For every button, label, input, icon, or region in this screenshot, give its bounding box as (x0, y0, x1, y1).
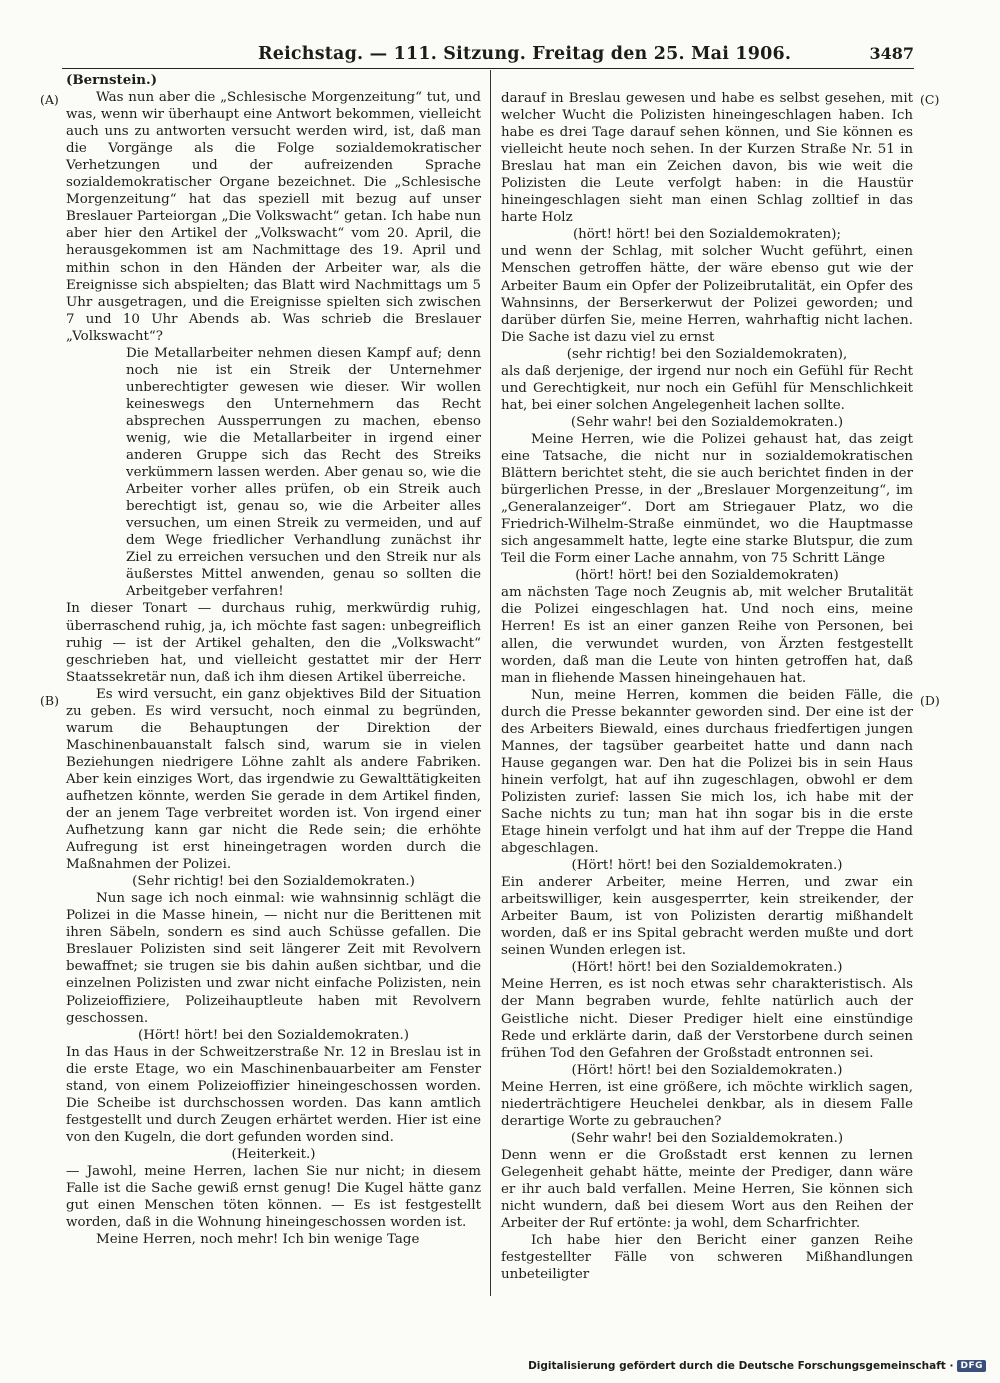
reaction-line: (Sehr wahr! bei den Sozialdemokraten.) (570, 1130, 844, 1146)
reaction-line: (hört! hört! bei den Sozialdemokraten); (572, 227, 842, 243)
paragraph: Ich habe hier den Bericht einer ganzen Reihe festgestellter Fälle von schweren Mißhandlungen unbeteiligter (501, 1233, 913, 1283)
reaction-line: (Hört! hört! bei den Sozialdemokraten.) (571, 960, 843, 976)
margin-marker-d: (D) (920, 693, 940, 708)
paragraph: als daß derjenige, der irgend nur noch ein Gefühl für Recht und Gerechtigkeit, nur noch ein Gefühl für Menschlichkeit hat, bei einer solchen Angelegenheit lachen sollte. (501, 363, 913, 413)
paragraph: Meine Herren, wie die Polizei gehaust hat, das zeigt eine Tatsache, die nicht nur in sozialdemokratischen Blättern berichtet steht, die sie auch berichtet finden in der bürgerlichen Presse, in der „Breslauer Morgenzeitung“, im „Generalanzeiger“. Dort am Striegauer Platz, wo die Friedrich-Wilhelm-Straße einmündet, wo die Hauptmasse sich angesammelt hatte, legte eine starke Blutspur, die zum Teil die Form einer Lache annahm, von 75 Schritt Länge (501, 431, 913, 567)
footer-text: Digitalisierung gefördert durch die Deutsche Forschungsgemeinschaft · (528, 1360, 954, 1372)
column-divider (490, 70, 491, 1296)
margin-marker-a: (A) (40, 92, 59, 107)
reaction-line: (Hört! hört! bei den Sozialdemokraten.) (571, 1062, 843, 1078)
right-column (501, 90, 913, 1283)
paragraph: darauf in Breslau gewesen und habe es selbst gesehen, mit welcher Wucht die Polizisten hineingeschlagen haben. Ich habe es drei Tage darauf sehen können, und Sie können es vielleicht heute noch sehen. In der Kurzen Straße Nr. 51 in Breslau hat man ein Zeichen davon, bis wie weit die Polizisten die Leute verfolgt haben: in die Haustür hineingeschlagen sieht man einen Schlag zolltief in das harte Holz (501, 91, 913, 226)
paragraph: Ein anderer Arbeiter, meine Herren, und zwar ein arbeitswilliger, kein ausgesperrter, kein streikender, der Arbeiter Baum, ist von Polizisten derartig mißhandelt worden, daß er ins Spital gebracht werden mußte und dort seinen Wunden erlegen ist. (501, 875, 913, 959)
footer-credit (528, 1360, 986, 1372)
reaction-line: (Sehr wahr! bei den Sozialdemokraten.) (570, 414, 844, 430)
reaction-line: (hört! hört! bei den Sozialdemokraten) (575, 568, 839, 584)
paragraph: Meine Herren, ist eine größere, ich möchte wirklich sagen, niederträchtigere Heuchelei denkbar, als in diesem Falle derartige Worte zu gebrauchen? (501, 1079, 913, 1129)
margin-marker-b: (B) (40, 693, 59, 708)
paragraph: Meine Herren, es ist noch etwas sehr charakteristisch. Als der Mann begraben wurde, fehlte natürlich auch der Geistliche nicht. Dieser Prediger hielt eine einstündige Rede und erklärte darin, daß der Verstorbene durch seinen frühen Tod den Gefahren der Großstadt entronnen sei. (501, 977, 913, 1061)
reaction-line: (Hört! hört! bei den Sozialdemokraten.) (138, 1027, 409, 1043)
margin-marker-c: (C) (920, 92, 940, 107)
page-number: 3487 (869, 44, 914, 63)
paragraph: am nächsten Tage noch Zeugnis ab, mit welcher Brutalität die Polizei eingeschlagen hat. Und noch eins, meine Herren! Es ist an einer ganzen Reihe von Personen, bei allen, die verwundet wurden, von Ärzten festgestellt worden, daß man die Leute von hinten getroffen hat, daß man in fliehende Massen hineingehauen hat. (501, 585, 913, 686)
speaker-name: (Bernstein.) (66, 72, 158, 88)
paragraph: Meine Herren, noch mehr! Ich bin wenige Tage (96, 1232, 420, 1248)
paragraph: — Jawohl, meine Herren, lachen Sie nur nicht; in diesem Falle ist die Sache gewiß ernst genug! Die Kugel hätte ganz gut einen Menschen töten können. — Es ist festgestellt worden, daß in die Wohnung hineingeschossen worden ist. (66, 1164, 481, 1231)
paragraph: Was nun aber die „Schlesische Morgenzeitung“ tut, und was, wenn wir überhaupt eine Antwort bekommen, vielleicht auch uns zu antworten versucht werden wird, ist, daß man die Vorgänge als die Folge sozialdemokratischer Verhetzungen und der aufreizenden Sprache sozialdemokratischer Organe bezeichnet. Die „Schlesische Morgenzeitung“ hat das speziell mit bezug auf unser Breslauer Parteiorgan „Die Volkswacht“ getan. Ich habe nun aber hier den Artikel der „Volkswacht“ vom 20. April, die herausgekommen ist am Nachmittage des 19. April und mithin schon in den Händen der Arbeiter war, als die Ereignisse sich abspielten; das Blatt wird Nachmittags um 5 Uhr ausgetragen, und die Ereignisse spielten sich zwischen 7 und 10 Uhr Abends ab. Was schrieb die Breslauer „Volkswacht“? (66, 90, 481, 344)
paragraph: Denn wenn er die Großstadt erst kennen zu lernen Gelegenheit gehabt hätte, meinte der Prediger, dann wäre er ihr auch bald verfallen. Meine Herren, Sie können sich nicht wundern, daß bei diesem Wort aus den Reihen der Arbeiter der Ruf ertönte: ja wohl, dem Scharfrichter. (501, 1147, 913, 1232)
dfg-logo: DFG (957, 1360, 986, 1372)
paragraph: Nun, meine Herren, kommen die beiden Fälle, die durch die Presse bekannter geworden sind. Der eine ist der des Arbeiters Biewald, eines durchaus friedfertigen jungen Mannes, der tagsüber gearbeitet hatte und dann nach Hause gegangen war. Den hat die Polizei bis in sein Haus hinein verfolgt, hat auf ihn zugeschlagen, obwohl er dem Polizisten zurief: lassen Sie mich los, ich habe mit der Sache nichts zu tun; man hat ihn sogar bis in die erste Etage hinein verfolgt und hat ihm auf der Treppe die Hand abgeschlagen. (501, 687, 913, 857)
reaction-line: (Sehr richtig! bei den Sozialdemokraten.) (132, 874, 415, 890)
page-header (0, 44, 1000, 66)
paragraph: In das Haus in der Schweitzerstraße Nr. 12 in Breslau ist in die erste Etage, wo ein Maschinenbauarbeiter am Fenster stand, von einem Polizeioffizier hineingeschossen worden. Die Scheibe ist durchschossen worden. Das kann amtlich festgestellt und durch Zeugen erhärtet werden. Hier ist eine von den Kugeln, die dort gefunden worden sind. (66, 1044, 481, 1145)
left-column (66, 72, 481, 1248)
paragraph: Es wird versucht, ein ganz objektives Bild der Situation zu geben. Es wird versucht, noch einmal zu begründen, warum die Behauptungen der Direktion der Maschinenbauanstalt falsch sind, warum sie in vielen Beziehungen niedrigere Löhne zahlt als andere Fabriken. Aber kein einziges Wort, das irgendwie zu Gewalttätigkeiten aufhetzen könnte, werden Sie gerade in dem Artikel finden, der an jenem Tage verbreitet worden ist. Von irgend einer Aufhetzung kann gar nicht die Rede sein; die erhöhte Aufregung ist erst hineingetragen worden durch die Maßnahmen der Polizei. (66, 686, 481, 873)
header-rule (62, 68, 914, 69)
reaction-line: (Hört! hört! bei den Sozialdemokraten.) (571, 858, 843, 874)
paragraph: und wenn der Schlag, mit solcher Wucht geführt, einen Menschen getroffen hätte, der wäre ebenso gut wie der Arbeiter Baum ein Opfer der Polizeibrutalität, ein Opfer des Wahnsinns, der Berserkerwut der Polizei geworden; und darüber dürfen Sie, meine Herren, wahrhaftig nicht lachen. Die Sache ist dazu viel zu ernst (501, 244, 913, 345)
reaction-line: (Heiterkeit.) (231, 1146, 316, 1162)
paragraph: Nun sage ich noch einmal: wie wahnsinnig schlägt die Polizei in die Masse hinein, — nicht nur die Berittenen mit ihren Säbeln, sondern es sind auch Schüsse gefallen. Die Breslauer Polizisten sind seit längerer Zeit mit Revolvern bewaffnet; sie trugen sie bis dahin außen sichtbar, und die einzelnen Polizisten und zwar nicht einfache Polizisten, nein Polizeioffiziere, Polizeihauptleute haben mit Revolvern geschossen. (66, 891, 481, 1026)
paragraph: Die Metallarbeiter nehmen diesen Kampf auf; denn noch nie ist ein Streik der Unternehmer unberechtigter gewesen wie dieser. Wir wollen keineswegs den Unternehmern das Recht absprechen Aussperrungen zu machen, ebenso wenig, wie die Metallarbeiter in irgend einer anderen Gruppe sich das Recht des Streiks verkümmern lassen werden. Aber genau so, wie die Arbeiter vorher alles prüfen, ob ein Streik auch berechtigt ist, genau so, wie die Arbeiter alles versuchen, um einen Streik zu vermeiden, und auf dem Wege friedlicher Verhandlung zunächst ihr Ziel zu erreichen versuchen und den Streik nur als äußerstes Mittel anwenden, genau so sollten die Arbeitgeber verfahren! (126, 345, 481, 600)
paragraph: In dieser Tonart — durchaus ruhig, merkwürdig ruhig, überraschend ruhig, ja, ich möchte fast sagen: unbegreiflich ruhig — ist der Artikel gehalten, den die „Volkswacht“ geschrieben hat, und vielleicht gestattet mir der Herr Staatssekretär nun, daß ich ihm diesen Artikel überreiche. (66, 601, 481, 685)
running-title: Reichstag. — 111. Sitzung. Freitag den 25. Mai 1906. (258, 44, 792, 64)
reaction-line: (sehr richtig! bei den Sozialdemokraten), (566, 346, 848, 362)
